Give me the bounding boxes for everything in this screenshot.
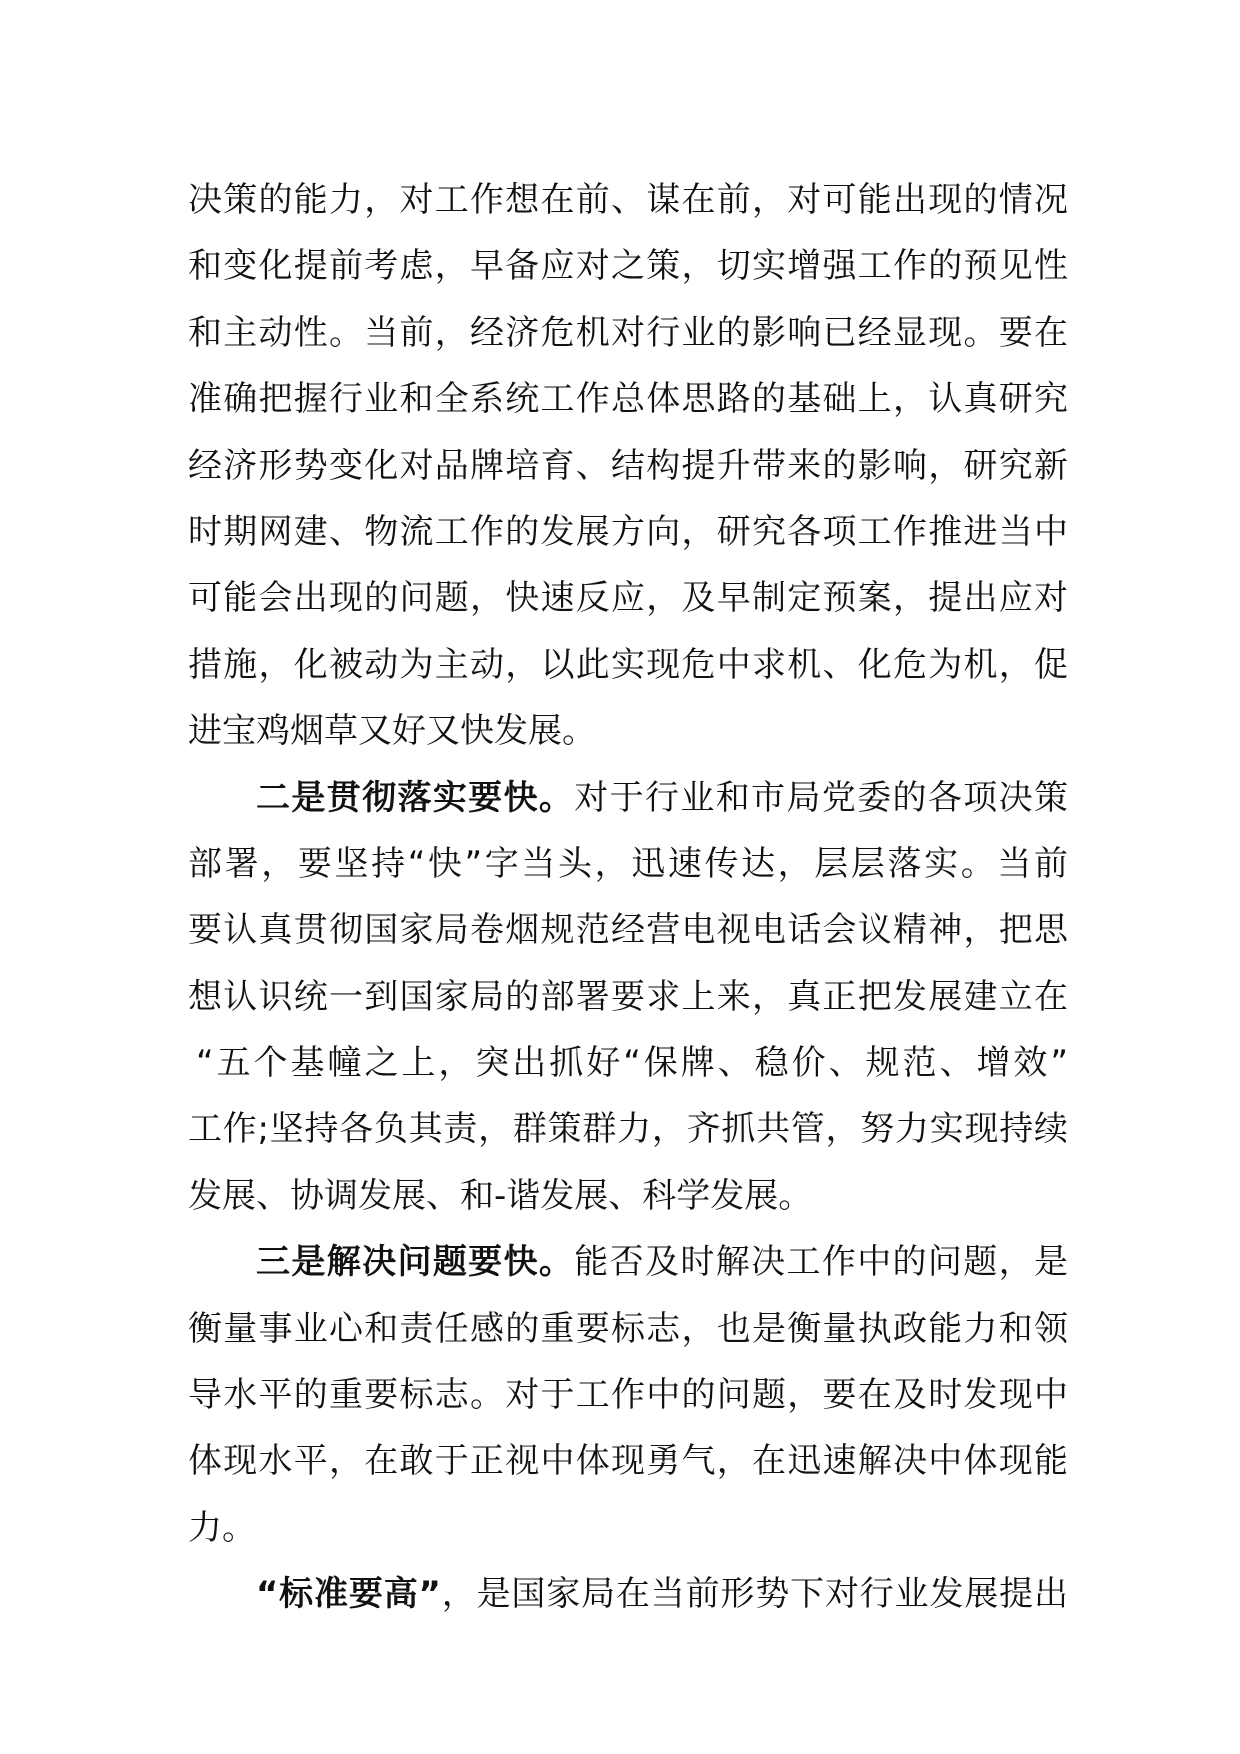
paragraph-heading-line (188, 1561, 1068, 1627)
body-line: 想认识统一到国家局的部署要求上来，真正把发展建立在 (188, 976, 1068, 1017)
body-line: 进宝鸡烟草又好又快发展。 (188, 711, 596, 752)
body-line: 时期网建、物流工作的发展方向，研究各项工作推进当中 (188, 511, 1068, 552)
body-line: 和变化提前考虑，早备应对之策，切实增强工作的预见性 (188, 246, 1068, 287)
body-text: 对于行业和市局党委的各项决策 (574, 777, 1069, 818)
body-line: 力。 (188, 1507, 256, 1548)
body-line: 决策的能力，对工作想在前、谋在前，对可能出现的情况 (188, 180, 1068, 220)
body-text: ，是国家局在当前形势下对行业发展提出 (440, 1574, 1068, 1615)
paragraph-heading: “标准要高” (256, 1574, 441, 1615)
body-line: 导水平的重要标志。对于工作中的问题，要在及时发现中 (188, 1375, 1068, 1416)
body-line: 和主动性。当前，经济危机对行业的影响已经显现。要在 (188, 312, 1068, 353)
body-line: 部署，要坚持“快”字当头，迅速传达，层层落实。当前 (188, 843, 1068, 884)
body-line: 工作;坚持各负其责，群策群力，齐抓共管，努力实现持续 (188, 1109, 1069, 1150)
body-line: 发展、协调发展、和-谐发展、科学发展。 (188, 1175, 813, 1216)
paragraph-heading-line (188, 1229, 1068, 1295)
body-line: 体现水平，在敢于正视中体现勇气，在迅速解决中体现能 (188, 1441, 1068, 1482)
paragraph-heading-line (188, 765, 1068, 831)
body-text: 能否及时解决工作中的问题，是 (574, 1242, 1069, 1283)
paragraph-heading: 三是解决问题要快。 (256, 1242, 575, 1283)
paragraph-heading: 二是贯彻落实要快。 (256, 777, 575, 818)
body-line: 经济形势变化对品牌培育、结构提升带来的影响，研究新 (188, 445, 1068, 486)
body-line: “五个基幢之上，突出抓好“保牌、稳价、规范、增效” (196, 1043, 1068, 1084)
body-line: 准确把握行业和全系统工作总体思路的基础上，认真研究 (188, 379, 1068, 420)
body-line: 可能会出现的问题，快速反应，及早制定预案，提出应对 (188, 578, 1068, 619)
body-line: 要认真贯彻国家局卷烟规范经营电视电话会议精神，把思 (188, 910, 1068, 951)
body-line: 措施，化被动为主动，以此实现危中求机、化危为机，促 (188, 644, 1068, 685)
body-line: 衡量事业心和责任感的重要标志，也是衡量执政能力和领 (188, 1308, 1068, 1349)
document-body (188, 167, 1068, 1628)
